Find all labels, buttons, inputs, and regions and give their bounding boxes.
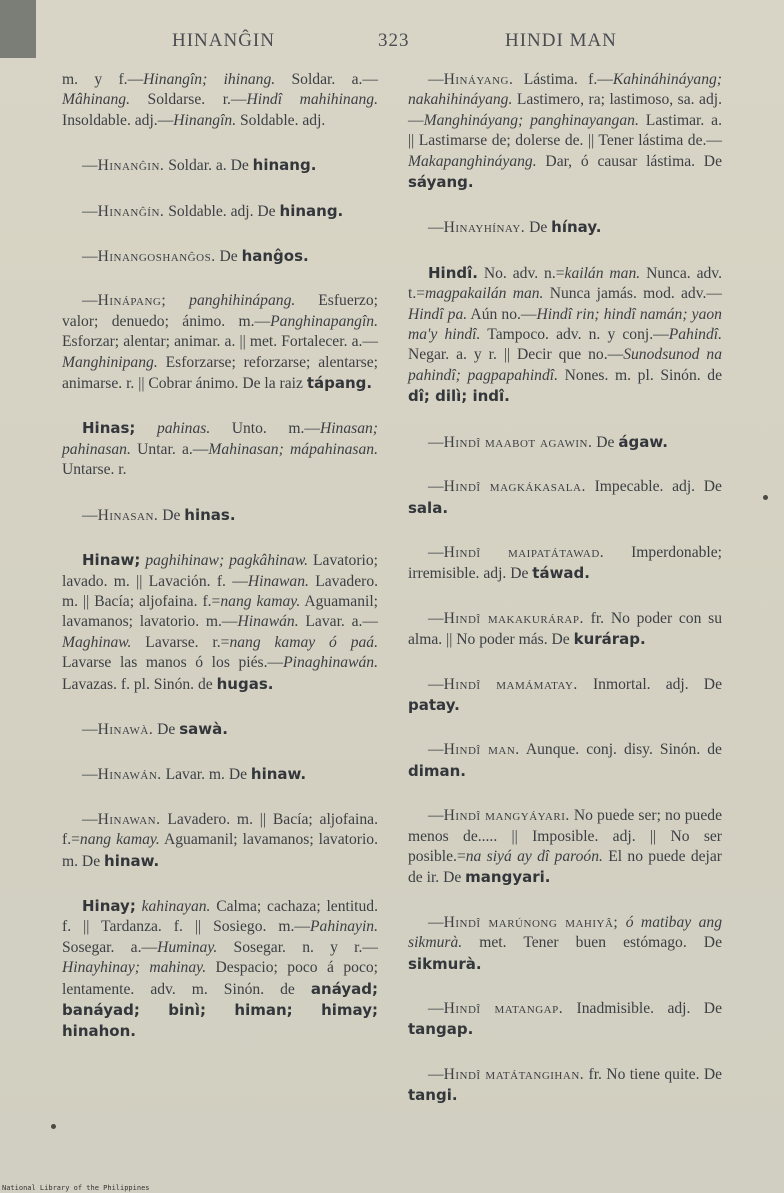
headword-entry: Hinaw; paghihinaw; pagkâhinaw. Lavatorio; lavado. m. || Lavación. f. —Hinawan. Lavadero. m. || Bacía; aljofaina. f.=nang kamay. Aguamanil; lavamanos; lavatorio. m.—Hinawán. Lavar. a.—Maghinaw. Lavarse. r.=nang kamay ó paá. Lavarse las manos ó los piés.—Pinaghinawán. Lavazas. f. pl. Sinón. de hugas. bbox=[62, 551, 379, 693]
subentry: —Hinangoshanĝos. De hanĝos. bbox=[82, 247, 309, 266]
running-header bbox=[0, 30, 784, 54]
ink-speck bbox=[763, 495, 768, 500]
subentry: —Hindî maabot agawin. De ágaw. bbox=[428, 432, 668, 451]
subentry: —Hindî marúnong mahiyâ; ó matibay ang sikmurà. met. Tener buen estómago. De sikmurà. bbox=[408, 913, 722, 973]
library-footer: National Library of the Philippines bbox=[2, 1184, 150, 1192]
header-left-guideword: HINANĜIN bbox=[172, 30, 275, 51]
subentry: —Hindî matangap. Inadmisible. adj. De tangap. bbox=[408, 1000, 722, 1039]
subentry: —Hinayhínay. De hínay. bbox=[428, 218, 602, 237]
subentry: —Hinawán. Lavar. m. De hinaw. bbox=[82, 765, 307, 784]
subentry: —Hindî mamámatay. Inmortal. adj. De patay. bbox=[408, 675, 722, 714]
subentry: —Hindî man. Aunque. conj. disy. Sinón. de diman. bbox=[408, 741, 722, 780]
continued-entry: m. y f.—Hinangîn; ihinang. Soldar. a.—Mâhinang. Soldarse. r.—Hindî mahihinang. Insoldable. adj.—Hinangîn. Soldable. adj. bbox=[62, 71, 378, 129]
page-number: 323 bbox=[378, 30, 410, 51]
left-column bbox=[62, 70, 378, 1067]
subentry: —Hinápang; panghihinápang. Esfuerzo; valor; denuedo; ánimo. m.—Panghinapangîn. Esforzar; alentar; animar. a. || met. Fortalecer. a.—Manghinipang. Esforzarse; reforzarse; alentarse; animarse. r. || Cobrar ánimo. De la raiz tápang. bbox=[62, 292, 378, 393]
ink-speck bbox=[51, 1124, 56, 1129]
header-right-guideword: HINDI MAN bbox=[505, 30, 617, 51]
right-column bbox=[408, 70, 722, 1131]
headword-entry: Hinay; kahinayan. Calma; cachaza; lentitud. f. || Tardanza. f. || Sosiego. m.—Pahinayin. Sosegar. a.—Huminay. Sosegar. n. y r.—Hinayhinay; mahinay. Despacio; poco á poco; lentamente. adv. m. Sinón. de anáyad; banáyad; binì; himan; himay; hinahon. bbox=[62, 896, 378, 1041]
headword-entry: Hindî. No. adv. n.=kailán man. Nunca. adv. t.=magpakailán man. Nunca jamás. mod. adv.—Hindî pa. Aún no.—Hindî rin; hindî namán; yaon ma'y hindî. Tampoco. adv. n. y conj.—Pahindî. Negar. a. y r. || Decir que no.—Sunodsunod na pahindî; pagpapahindî. Nones. m. pl. Sinón. de dî; dilì; indî. bbox=[408, 263, 723, 406]
subentry: —Hinawan. Lavadero. m. || Bacía; aljofaina. f.=nang kamay. Aguamanil; lavamanos; lavatorio. m. De hinaw. bbox=[62, 810, 379, 870]
subentry: —Hináyang. Lástima. f.—Kahináhináyang; nakahihináyang. Lastimero, ra; lastimoso, sa. adj.—Manghináyang; panghinayangan. Lastimar. a. || Lastimarse de; dolerse de. || Tener lástima de.—Makapanghináyang. Dar, ó causar lástima. De sáyang. bbox=[408, 71, 722, 192]
headword-entry: Hinas; pahinas. Unto. m.—Hinasan; pahinasan. Untar. a.—Mahinasan; mápahinasan. Untarse. r. bbox=[62, 419, 378, 479]
subentry: —Hindî maipatátawad. Imperdonable; irremisible. adj. De táwad. bbox=[408, 543, 722, 583]
subentry: —Hinanĝin. Soldar. a. De hinang. bbox=[82, 156, 317, 175]
subentry: —Hindî mangyáyari. No puede ser; no puede menos de..... || Imposible. adj. || No ser posible.=na siyá ay dî paroón. El no puede dejar de ir. De mangyari. bbox=[408, 807, 722, 887]
subentry: —Hinanĝín. Soldable. adj. De hinang. bbox=[82, 201, 344, 220]
subentry: —Hindî makakurárap. fr. No poder con su alma. || No poder más. De kurárap. bbox=[408, 609, 723, 649]
subentry: —Hindî magkákasala. Impecable. adj. De sala. bbox=[408, 478, 722, 517]
subentry: —Hindî matátangihan. fr. No tiene quite. De tangi. bbox=[408, 1065, 723, 1105]
subentry: —Hinawà. De sawà. bbox=[82, 719, 228, 738]
subentry: —Hinasan. De hinas. bbox=[82, 505, 236, 524]
